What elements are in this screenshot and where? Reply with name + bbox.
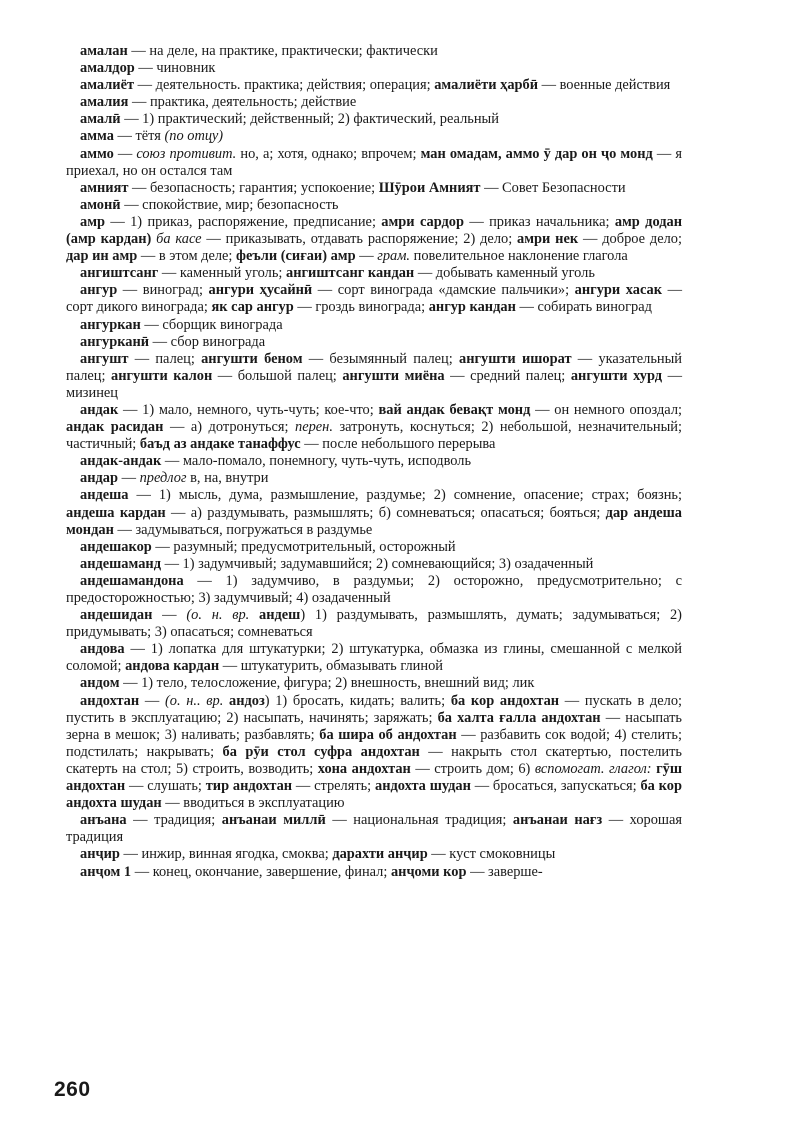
- definition-text: — стрелять;: [292, 778, 375, 795]
- definition-text: —: [113, 145, 137, 162]
- definition-text: — 1) лопатка для штукатурки; 2) штукатурка, обмазка из глины, смешанной с мелкой соломой;: [66, 641, 682, 675]
- definition-text: —: [355, 248, 378, 265]
- grammar-note: перен.: [295, 419, 333, 436]
- phrase: ангури ҳусайнӣ: [208, 282, 313, 299]
- definition-text: —: [152, 607, 187, 624]
- headword: андохтан: [80, 692, 140, 709]
- headword: анҷир: [80, 846, 120, 863]
- phrase: амалиёти ҳарбӣ: [434, 77, 538, 94]
- definition-text: — 1) приказ, распоряжение, предписание;: [105, 213, 382, 230]
- dictionary-entry: [66, 180, 682, 197]
- definition-text: — деятельность. практика; действия; операция;: [134, 77, 435, 94]
- definition-text: повелительное наклонение глагола: [410, 248, 628, 265]
- grammar-note: (по отцу): [164, 128, 224, 145]
- dictionary-entry: [66, 265, 682, 282]
- phrase: андова кардан: [125, 658, 220, 675]
- headword: андешакор: [80, 538, 152, 555]
- headword: андак: [80, 401, 119, 418]
- headword: амалан: [80, 43, 128, 59]
- definition-text: — средний палец;: [444, 367, 571, 384]
- definition-text: — разумный; предусмотрительный, осторожный: [151, 538, 456, 555]
- definition-text: — приказ начальника;: [464, 213, 615, 230]
- definition-text: — национальная традиция;: [325, 812, 513, 829]
- definition-text: — добывать каменный уголь: [414, 265, 595, 282]
- phrase: дар ин амр: [66, 248, 138, 265]
- headword: ангушт: [80, 350, 129, 367]
- dictionary-entry: [66, 146, 682, 180]
- definition-text: — хорошая традиция: [66, 812, 682, 846]
- phrase: анъанаи нағз: [512, 812, 603, 829]
- dictionary-entry: [66, 641, 682, 675]
- definition-text: — слушать;: [125, 778, 206, 795]
- phrase: Шӯрои Амният: [378, 179, 481, 196]
- headword: анъана: [80, 812, 127, 829]
- dictionary-entry: [66, 128, 682, 145]
- phrase: ангушти ишорат: [459, 350, 572, 367]
- phrase: андеш: [259, 607, 301, 624]
- definition-text: — доброе дело;: [578, 231, 682, 248]
- dictionary-entry: [66, 487, 682, 538]
- definition-text: — практика, деятельность; действие: [128, 94, 357, 111]
- phrase: андеша кардан: [66, 504, 166, 521]
- definition-text: — а) раздумывать, размышлять; б) сомневаться; опасаться; бояться;: [165, 504, 606, 521]
- headword: андешидан: [80, 607, 153, 624]
- headword: анҷом 1: [80, 863, 132, 880]
- dictionary-entry: [66, 214, 682, 265]
- phrase: ба кор андохтан: [450, 692, 560, 709]
- headword: ангиштсанг: [80, 265, 159, 282]
- definition-text: — я приехал, но он остался там: [66, 145, 682, 179]
- phrase: ангиштсанг кандан: [286, 265, 415, 282]
- headword: ангурканӣ: [80, 333, 150, 350]
- definition-text: — палец;: [128, 350, 202, 367]
- definition-text: — конец, окончание, завершение, финал;: [131, 863, 391, 880]
- definition-text: — насыпать зерна в мешок; 3) наливать; разбавлять;: [66, 709, 682, 743]
- phrase: амри сардор: [381, 213, 464, 230]
- grammar-note: (о. н.. вр.: [164, 692, 224, 709]
- phrase: андоз: [229, 692, 265, 709]
- headword: андова: [80, 641, 125, 658]
- dictionary-entry: [66, 556, 682, 573]
- definition-text: — гроздь винограда;: [293, 299, 429, 316]
- definition-text: —: [139, 692, 165, 709]
- dictionary-entry: [66, 607, 682, 641]
- definition-text: — военные действия: [538, 77, 671, 94]
- phrase: ба шира об андохтан: [319, 726, 457, 743]
- grammar-note: союз противит.: [136, 145, 237, 162]
- definition-text: — традиция;: [126, 812, 222, 829]
- definition-text: —: [117, 470, 140, 487]
- definition-text: — Совет Безопасности: [480, 179, 626, 196]
- definition-text: — инжир, винная ягодка, смоква;: [119, 846, 333, 863]
- definition-text: — приказывать, отдавать распоряжение; 2) дело;: [201, 231, 518, 248]
- phrase: ангур кандан: [428, 299, 516, 316]
- grammar-note: ба касе: [156, 231, 202, 248]
- dictionary-entry: [66, 453, 682, 470]
- phrase: ба кор андохта шудан: [66, 778, 682, 812]
- definition-text: — после небольшого перерыва: [300, 436, 496, 453]
- headword: амр: [80, 213, 106, 230]
- dictionary-entry: [66, 812, 682, 846]
- definition-text: — спокойствие, мир; безопасность: [120, 196, 339, 213]
- phrase: анъанаи миллӣ: [221, 812, 326, 829]
- phrase: ман омадам, аммо ӯ дар он ҷо монд: [420, 145, 653, 162]
- dictionary-column: [66, 43, 682, 881]
- definition-text: — в этом деле;: [137, 248, 237, 265]
- headword: андар: [80, 470, 118, 487]
- headword: амонӣ: [80, 196, 121, 213]
- phrase: тир андохтан: [205, 778, 293, 795]
- definition-text: — мизинец: [66, 367, 682, 401]
- headword: андеша: [80, 487, 129, 504]
- definition-text: — он немного опоздал;: [530, 401, 682, 418]
- phrase: як сар ангур: [211, 299, 294, 316]
- headword: амалӣ: [80, 111, 121, 128]
- dictionary-entry: [66, 282, 682, 316]
- headword: амма: [80, 128, 114, 145]
- dictionary-entry: [66, 94, 682, 111]
- definition-text: — 1) мысль, дума, размышление, раздумье; 2) сомнение, опасение; страх; боязнь;: [128, 487, 682, 504]
- dictionary-entry: [66, 846, 682, 863]
- definition-text: — строить дом; 6): [410, 760, 535, 777]
- definition-text: — на деле, на практике, практически; фактически: [127, 43, 438, 59]
- definition-text: — 1) мало, немного, чуть-чуть; кое-что;: [118, 401, 379, 418]
- phrase: феъли (сиғаи) амр: [236, 248, 356, 265]
- dictionary-entry: [66, 60, 682, 77]
- dictionary-entry: [66, 470, 682, 487]
- definition-text: — указательный палец;: [66, 350, 682, 384]
- definition-text: в, на, внутри: [186, 470, 269, 487]
- phrase: дар андеша мондан: [66, 504, 682, 538]
- definition-text: [249, 607, 259, 623]
- definition-text: — сорт дикого винограда;: [66, 282, 682, 316]
- dictionary-entry: [66, 334, 682, 351]
- phrase: амри нек: [517, 231, 579, 248]
- dictionary-entry: [66, 573, 682, 607]
- dictionary-entry: [66, 539, 682, 556]
- definition-text: ) 1) раздумывать, размышлять, думать; задумываться; 2) придумывать; 3) опасаться; сомневаться: [66, 607, 682, 641]
- phrase: баъд аз андаке танаффус: [139, 436, 301, 453]
- dictionary-entry: [66, 111, 682, 128]
- headword: андешамандона: [80, 572, 184, 589]
- definition-text: — сборщик винограда: [140, 316, 283, 333]
- definition-text: — чиновник: [134, 60, 216, 77]
- definition-text: — безопасность; гарантия; успокоение;: [128, 179, 379, 196]
- grammar-note: (о. н. вр.: [186, 607, 250, 624]
- definition-text: — тётя: [113, 128, 165, 145]
- definition-text: — сорт винограда «дамские пальчики»;: [312, 282, 575, 299]
- phrase: ба халта ғалла андохтан: [437, 709, 601, 726]
- definition-text: — бросаться, запускаться;: [470, 778, 641, 795]
- phrase: ангушти калон: [111, 367, 213, 384]
- definition-text: — штукатурить, обмазывать глиной: [219, 658, 443, 675]
- dictionary-entry: [66, 197, 682, 214]
- dictionary-entry: [66, 864, 682, 881]
- dictionary-entry: [66, 693, 682, 813]
- phrase: ангушти миёна: [342, 367, 445, 384]
- headword: андак-андак: [80, 453, 162, 470]
- phrase: ангури хасак: [574, 282, 663, 299]
- dictionary-entry: [66, 43, 682, 60]
- definition-text: — задумываться, погружаться в раздумье: [113, 521, 373, 538]
- headword: аммо: [80, 145, 114, 162]
- dictionary-entry: [66, 317, 682, 334]
- definition-text: — куст смоковницы: [427, 846, 556, 863]
- definition-text: затронуть, коснуться; 2) небольшой, незначительный; частичный;: [66, 419, 682, 453]
- phrase: хона андохтан: [317, 760, 411, 777]
- definition-text: — каменный уголь;: [158, 265, 286, 282]
- dictionary-entry: [66, 402, 682, 453]
- phrase: амр додан (амр кардан): [66, 213, 682, 248]
- definition-text: — 1) задумчивый; задумавшийся; 2) сомневающийся; 3) озадаченный: [160, 555, 594, 572]
- phrase: андохта шудан: [375, 778, 471, 795]
- phrase: гӯш андохтан: [66, 760, 682, 795]
- grammar-note: грам.: [377, 248, 411, 265]
- definition-text: ) 1) бросать, кидать; валить;: [264, 692, 451, 709]
- definition-text: — безымянный палец;: [302, 350, 459, 367]
- definition-text: — 1) тело, телосложение, фигура; 2) внешность, внешний вид; лик: [119, 675, 535, 692]
- grammar-note: предлог: [139, 470, 187, 487]
- definition-text: — заверше-: [466, 863, 543, 880]
- phrase: андак расидан: [66, 419, 164, 436]
- phrase: дарахти анҷир: [332, 846, 428, 863]
- headword: ангуркан: [80, 316, 141, 333]
- definition-text: — виноград;: [117, 282, 209, 299]
- definition-text: — вводиться в эксплуатацию: [161, 795, 345, 812]
- grammar-note: вспомогат. глагол:: [534, 760, 652, 777]
- phrase: вай андак бевақт монд: [378, 401, 531, 418]
- definition-text: но, а; хотя, однако; впрочем;: [236, 145, 421, 162]
- definition-text: — собирать виноград: [515, 299, 652, 316]
- dictionary-entry: [66, 77, 682, 94]
- phrase: ангушти беном: [201, 350, 303, 367]
- definition-text: — большой палец;: [212, 367, 343, 384]
- dictionary-entry: [66, 351, 682, 402]
- definition-text: — разбавить сок водой; 4) стелить; подстилать; накрывать;: [66, 726, 682, 760]
- phrase: ба рӯи стол суфра андохтан: [222, 743, 420, 760]
- page-number: 260: [54, 1078, 91, 1101]
- dictionary-entry: [66, 675, 682, 692]
- headword: андешаманд: [80, 555, 161, 572]
- headword: амалия: [80, 94, 129, 111]
- definition-text: — 1) задумчиво, в раздумьи; 2) осторожно, предусмотрительно; с предосторожностью; 3) задумчивый; 4) озадаченный: [66, 572, 682, 606]
- phrase: ангушти хурд: [570, 367, 663, 384]
- headword: амалиёт: [80, 77, 135, 94]
- headword: амалдор: [80, 60, 135, 77]
- definition-text: — накрыть стол скатертью, постелить скатерть на стол; 5) строить, возводить;: [66, 743, 682, 777]
- definition-text: — сбор винограда: [149, 333, 266, 350]
- definition-text: — мало-помало, понемногу, чуть-чуть, исподволь: [161, 453, 472, 470]
- definition-text: — а) дотронуться;: [163, 419, 296, 436]
- headword: ангур: [80, 282, 118, 299]
- headword: амният: [80, 179, 129, 196]
- phrase: анҷоми кор: [390, 863, 467, 880]
- definition-text: — пускать в дело; пустить в эксплуатацию; 2) насыпать, начинять; заряжать;: [66, 692, 683, 726]
- definition-text: — 1) практический; действенный; 2) фактический, реальный: [120, 111, 499, 128]
- headword: андом: [80, 675, 120, 692]
